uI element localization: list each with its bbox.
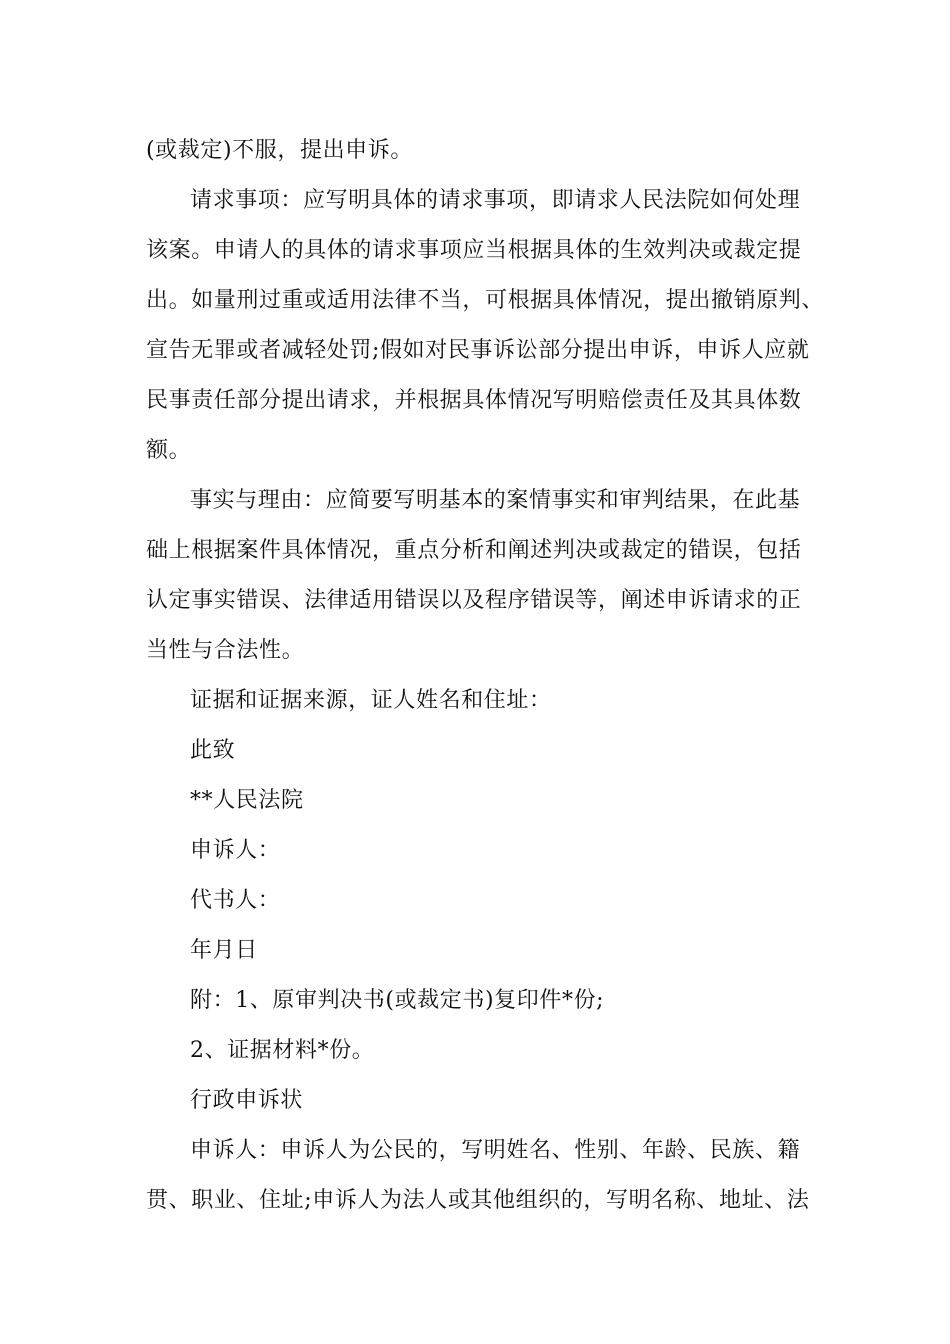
text-line: 此致 [190, 738, 236, 763]
text-line: 认定事实错误、法律适用错误以及程序错误等，阐述申诉请求的正 [146, 588, 802, 613]
text-line: 请求事项：应写明具体的请求事项，即请求人民法院如何处理 [190, 188, 801, 213]
text-line: 民事责任部分提出请求，并根据具体情况写明赔偿责任及其具体数 [146, 388, 802, 413]
text-line: 当性与合法性。 [146, 638, 305, 663]
text-line: 2、证据材料*份。 [190, 1038, 375, 1063]
text-line: 宣告无罪或者减轻处罚;假如对民事诉讼部分提出申诉，申诉人应就 [146, 338, 810, 363]
text-line: 额。 [146, 438, 192, 463]
text-line: 附：1、原审判决书(或裁定书)复印件*份; [190, 988, 605, 1013]
text-line: 础上根据案件具体情况，重点分析和阐述判决或裁定的错误，包括 [146, 538, 802, 563]
text-line: 出。如量刑过重或适用法律不当，可根据具体情况，提出撤销原判、 [146, 288, 825, 313]
text-line: (或裁定)不服，提出申诉。 [146, 138, 413, 163]
text-line: 行政申诉状 [190, 1088, 304, 1113]
text-line: 贯、职业、住址;申诉人为法人或其他组织的，写明名称、地址、法 [146, 1188, 810, 1213]
text-line: 事实与理由：应简要写明基本的案情事实和审判结果，在此基 [190, 488, 801, 513]
text-line: 年月日 [190, 938, 258, 963]
text-line: 该案。申请人的具体的请求事项应当根据具体的生效判决或裁定提 [146, 238, 802, 263]
text-line: 代书人： [190, 888, 281, 913]
text-line: 证据和证据来源，证人姓名和住址： [190, 688, 552, 713]
text-line: 申诉人：申诉人为公民的，写明姓名、性别、年龄、民族、籍 [190, 1138, 801, 1163]
text-line: **人民法院 [190, 788, 304, 813]
text-line: 申诉人： [190, 838, 281, 863]
